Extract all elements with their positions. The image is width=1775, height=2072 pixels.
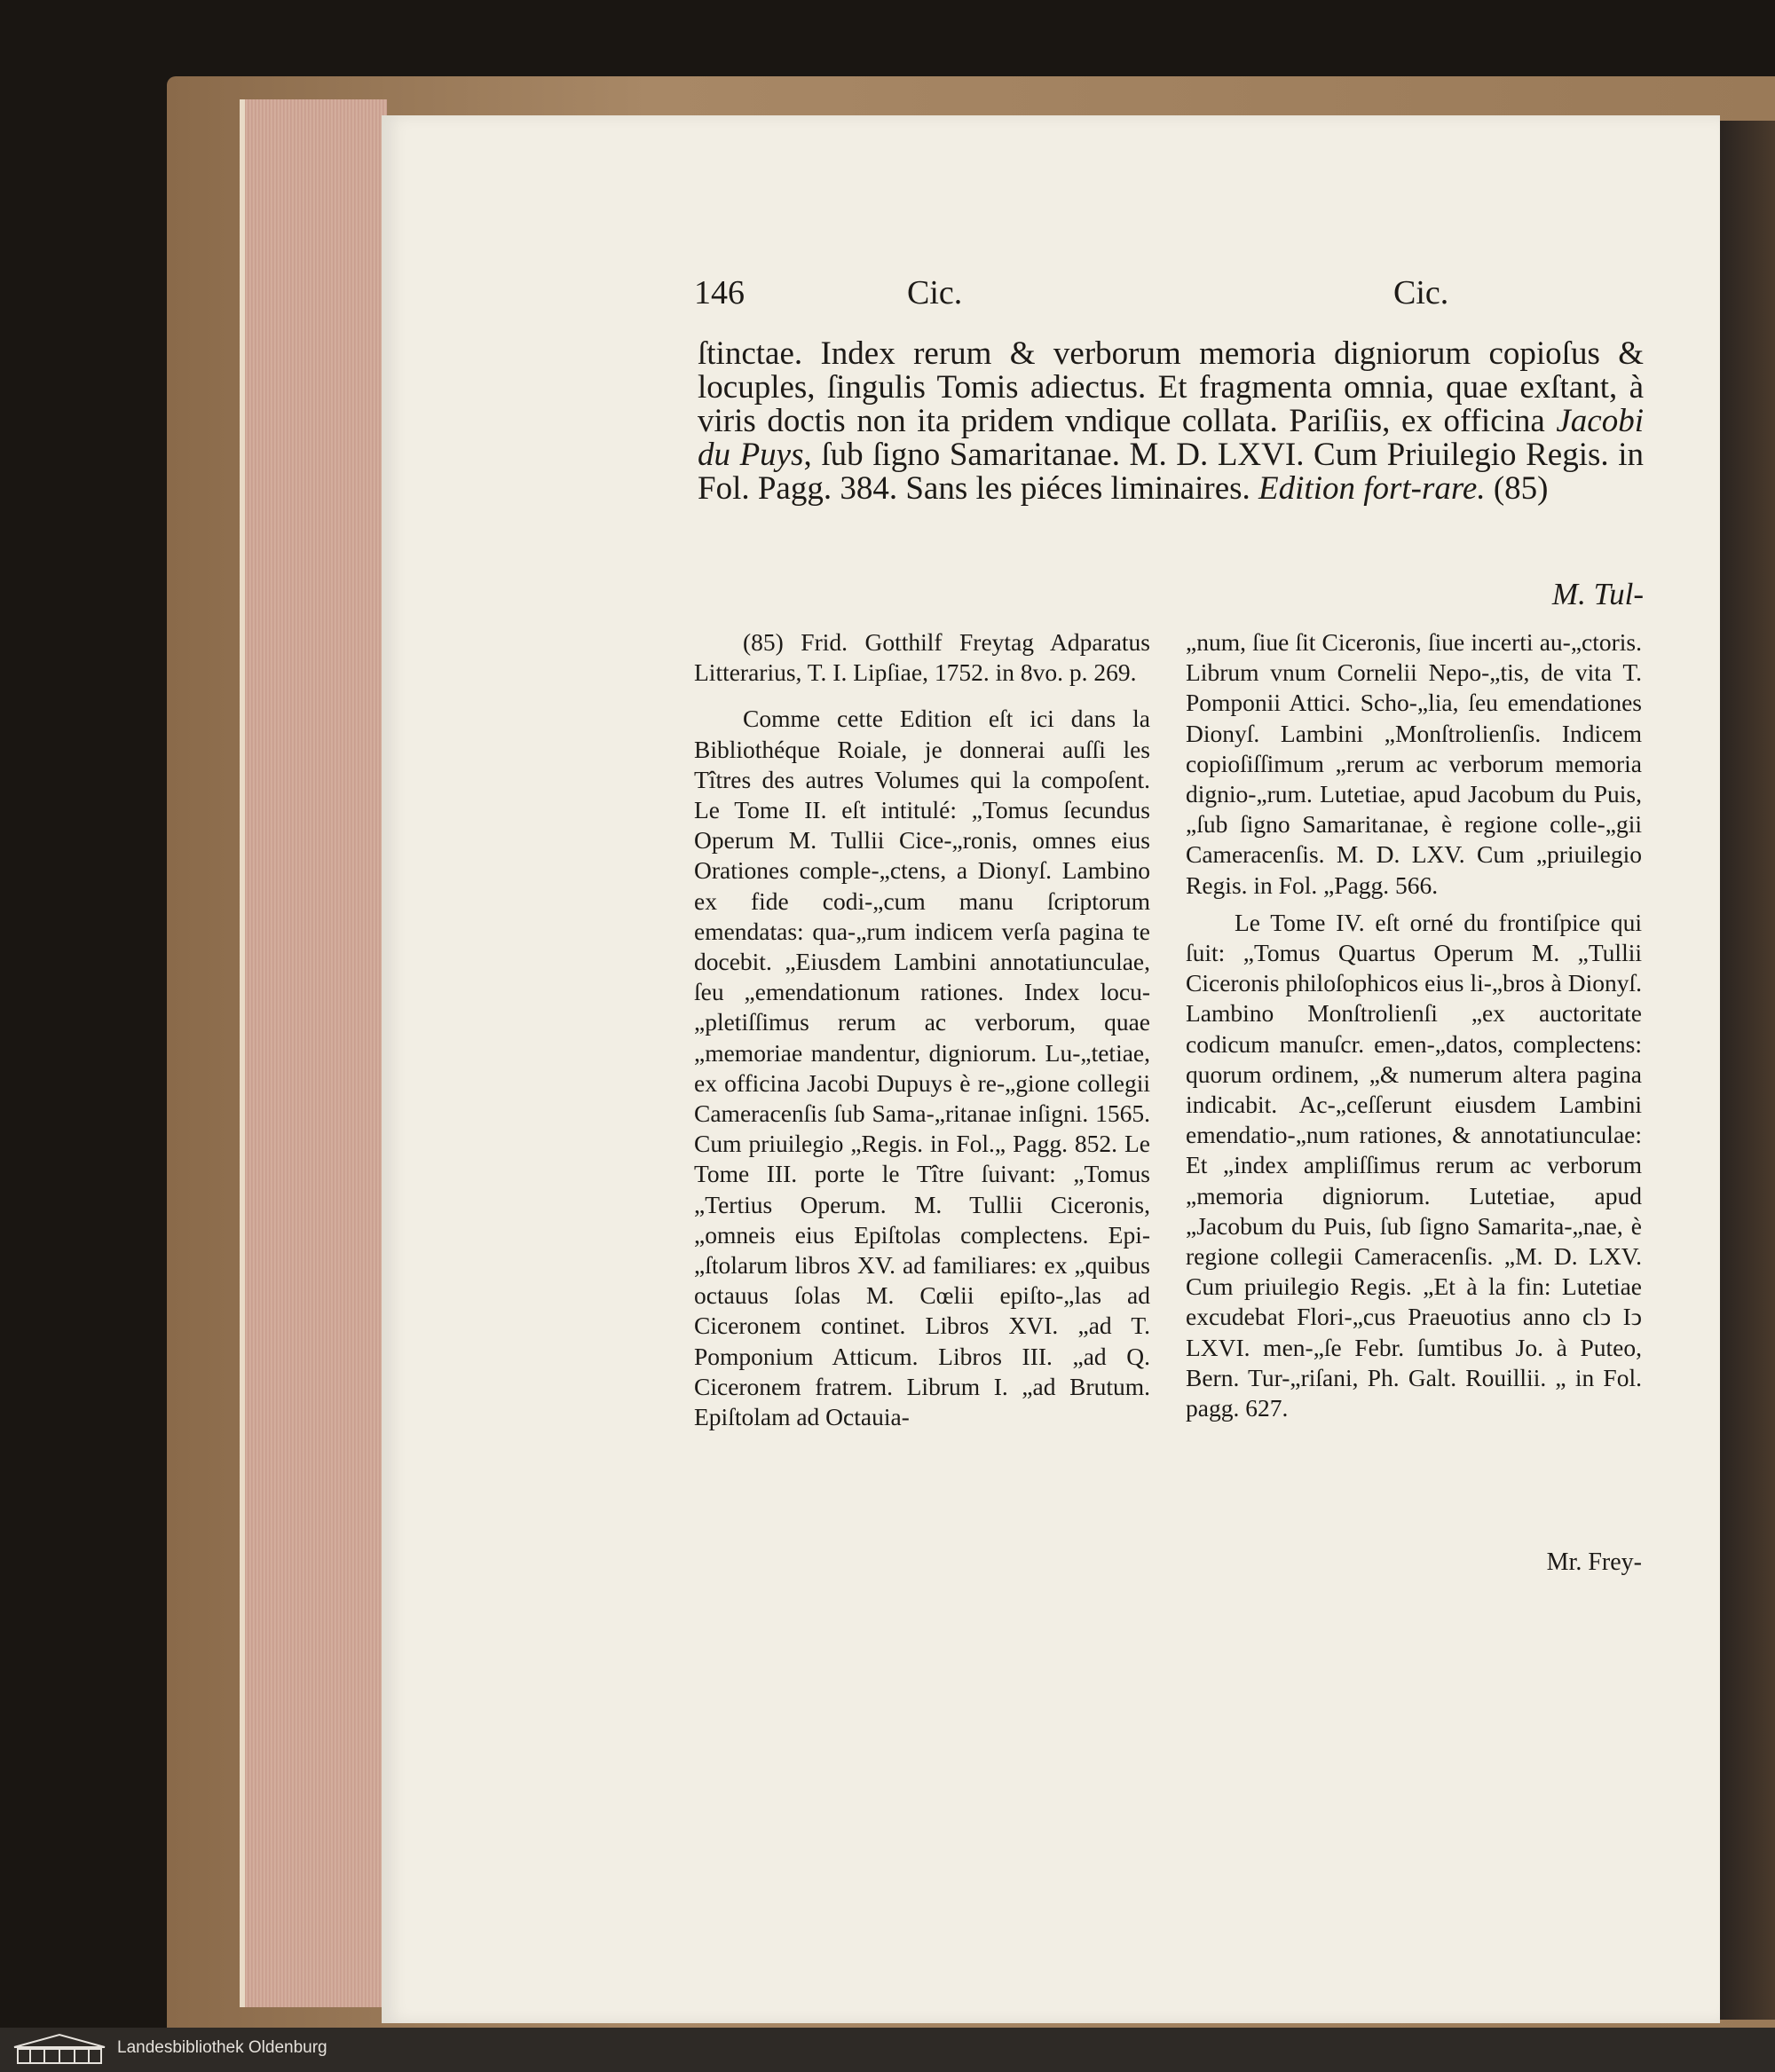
main-italic-2: Edition fort-rare. — [1258, 470, 1486, 507]
footnote-reference: (85) — [1485, 470, 1549, 507]
running-head-left: Cic. — [907, 274, 963, 311]
left-paragraph: Comme cette Edition eſt ici dans la Bibliothéque Roiale, je donnerai auſſi les Tîtres des autres Volumes qui la compoſent. Le Tome II. eſt intitulé: „Tomus ſecundus Operum M. Tullii Cice-„ronis, omnes eius Orationes comple-„ctens, a Dionyſ. Lambino ex fide codi-„cum manu ſcriptorum emendatas: qua-„rum indicem verſa pagina te docebit. „Eiusdem Lambini annotatiunculae, ſeu „emendationum rationes. Index locu-„pletiſſimus rerum ac verborum, quae „memoriae mandentur, digniorum. Lu-„tetiae, ex officina Jacobi Dupuys è re-„gione collegii Cameracenſis ſub Sama-„ritanae inſigni. 1565. Cum priuilegio „Regis. in Fol.„ Pagg. 852. Le Tome III. porte le Tître ſuivant: „Tomus „Tertius Operum. M. Tullii Ciceronis, „omneis eius Epiſtolas complectens. Epi-„ſtolarum libros XV. ad familiares: ex „quibus octauus ſolas M. Cœlii epiſto-„las ad Ciceronem continet. Libros XVI. „ad T. Pomponium Atticum. Libros III. „ad Q. Ciceronem fratrem. Librum I. „ad Brutum. Epiſtolam ad Octauia- — [694, 705, 1150, 1431]
footnote-85: (85) Frid. Gotthilf Freytag Adparatus Litterarius, T. I. Lipſiae, 1752. in 8vo. p. 269. — [694, 628, 1150, 687]
catchword: M. Tul- — [1551, 577, 1644, 611]
main-text-part-2: , ſub ſigno Samaritanae. M. D. LXVI. Cum Priuilegio Regis. in Fol. Pagg. 384. Sans les piéces liminaires. — [698, 437, 1644, 507]
page-number: 146 — [694, 274, 745, 311]
running-head-right: Cic. — [1393, 274, 1449, 311]
right-column — [1186, 627, 1642, 1423]
left-column — [694, 627, 1150, 1432]
footer-bar — [0, 2028, 1775, 2072]
library-building-icon — [11, 2033, 108, 2067]
running-header — [694, 273, 1644, 318]
main-italic-1: Jacobi du Puys — [698, 403, 1644, 473]
facing-page-edge — [1720, 121, 1775, 2020]
right-paragraph-1: „num, ſiue ſit Ciceronis, ſiue incerti au-„ctoris. Librum vnum Cornelii Nepo-„tis, de vita T. Pomponii Attici. Scho-„lia, ſeu emendationes Dionyſ. Lambini „Monſtrolienſis. Indicem copioſiſſimum „rerum ac verborum memoria dignio-„rum. Lutetiae, apud Jacobum du Puis, „ſub ſigno Samaritanae, è regione colle-„gii Cameracenſis. M. D. LXV. Cum „priuilegio Regis. in Fol. „Pagg. 566. — [1186, 628, 1642, 899]
right-paragraph-2: Le Tome IV. eſt orné du frontiſpice qui ſuit: „Tomus Quartus Operum M. „Tullii Ciceronis philoſophicos eius li-„bros à Dionyſ. Lambino Monſtrolienſi „ex auctoritate codicum manuſcr. emen-„datos, complectens: quorum ordinem, „& numerum altera pagina indicabit. Ac-„ceſſerunt eiusdem Lambini emendatio-„num rationes, & annotatiunculae: Et „index ampliſſimus rerum ac verborum „memoria digniorum. Lutetiae, apud „Jacobum du Puis, ſub ſigno Samarita-„nae, è regione collegii Cameracenſis. „M. D. LXV. Cum priuilegio Regis. „Et à la fin: Lutetiae excudebat Flori-„cus Praeuotius anno clↄ Iↄ LXVI. men-„ſe Febr. ſumtibus Jo. à Puteo, Bern. Tur-„riſani, Ph. Galt. Rouillii. „ in Fol. pagg. 627. — [1186, 908, 1642, 1422]
page-edges — [240, 99, 387, 2007]
main-text-part-1: ſtinctae. Index rerum & verborum memoria digniorum copioſus & locuples, ſingulis Tomis adiectus. Et fragmenta omnia, quae exſtant, à viris doctis non ita pridem vndique collata. Pariſiis, ex officina — [698, 335, 1644, 439]
main-paragraph — [698, 337, 1644, 506]
catchword-bottom: Mr. Frey- — [1546, 1548, 1642, 1576]
library-name: Landesbibliothek Oldenburg — [117, 2038, 327, 2057]
